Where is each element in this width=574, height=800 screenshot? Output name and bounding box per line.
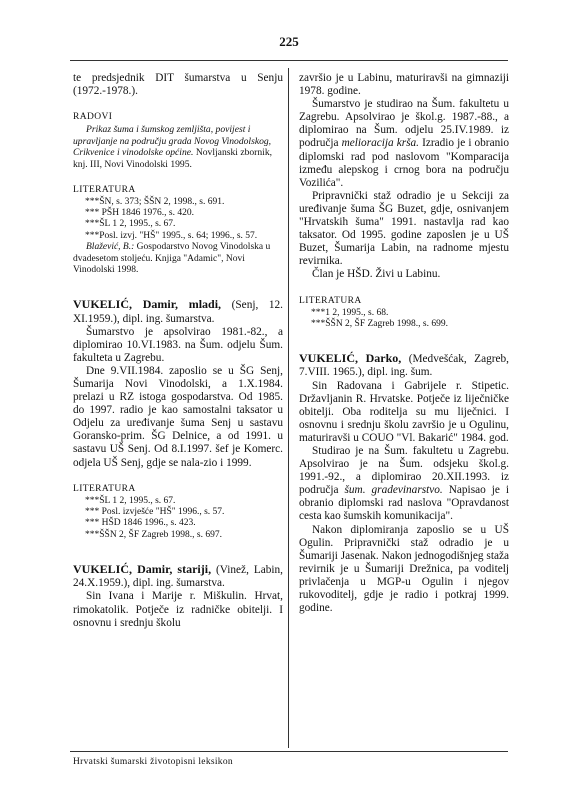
section-heading-literatura: LITERATURA [73, 184, 136, 195]
entry-paragraph: Sin Radovana i Gabrijele r. Stipetic. Državljanin R. Hrvatske. Potječe iz liječničke obitelji. Oba roditelja su mu liječnici. I osnovnu i srednju školu završio je u Ogulinu, maturiravši u COUO "Vl. Bakarić" 1984. god. [299, 379, 509, 444]
work-title: Prikaz šuma i šumskog zemljišta, povijest i upravljanje na području grada Novog Vinodolskog, Crikvenice i vinodolske općine. [73, 124, 272, 159]
entry-details: (Senj, 12. XI.1959.), dipl. ing. šumarstva. [73, 299, 283, 325]
entry-paragraph [299, 445, 509, 524]
entry-paragraph: Nakon diplomiranja zaposlio se u UŠ Ogulin. Pripravnički staž odradio je u Šumariji Jasenak. Nakon jednogodišnjeg staža revirnik je u Šumariji Drežnica, pa voditelj privlačenja u MGP-u Ogulin i njegov rukovoditelj, gdje je radio i potkraj 1999. godine. [299, 523, 509, 615]
literature-item: ***ŠŠN 2, ŠF Zagreb 1998., s. 699. [311, 318, 448, 329]
entry-paragraph: Član je HŠD. Živi u Labinu. [312, 268, 441, 281]
work-entry [73, 124, 283, 170]
entry-details: (Medvešćak, Zagreb, 7.VIII. 1965.), dipl. ing. šum. [299, 353, 509, 379]
literature-item: *** HŠD 1846 1996., s. 423. [85, 518, 196, 529]
entry-paragraph [299, 98, 509, 190]
entry-paragraph: Šumarstvo je apsolvirao 1981.-82., a diplomirao 10.VI.1983. na Šum. odjelu Šum. fakulteta u Zagrebu. [73, 325, 283, 364]
literature-item [73, 242, 283, 276]
paragraph-text: Napisao je i obranio diplomski rad naslova "Opravdanost cesta kao šumskih komunikacija". [299, 484, 509, 523]
right-column [299, 72, 509, 615]
literature-item: ***ŠL 1 2, 1995., s. 67. [85, 495, 176, 506]
work-source: Novljanski zbornik, knj. III, Novi Vinodolski 1995. [73, 147, 273, 170]
paragraph-text: Studirao je na Šum. fakultetu u Zagrebu. Apsolvirao je na Šum. odsjeku škol.g. 1991.-92., a diplomirao 20.XII.1993. iz područja [299, 444, 509, 497]
literature-author: Blažević, B.: [86, 242, 135, 253]
entry-paragraph: Dne 9.VII.1984. zaposlio se u ŠG Senj, Šumarija Novi Vinodolski, a 1.X.1984. prelazi u RZ istoga gospodarstva. Od 1985. do 1997. radio je kao samostalni taksator u Odjelu za uređivanje šuma Senj u sastavu Goransko-prim. ŠG Delnice, a od 1991. u sastavu UŠ Senj. Od 8.I.1997. šef je Komerc. odjela UŠ Senj, gdje se nala-zio i 1999. [73, 364, 283, 469]
left-column [73, 72, 283, 630]
page-footer: Hrvatski šumarski životopisni leksikon [73, 757, 233, 767]
top-rule [70, 60, 508, 61]
literature-item: *** Posl. izvješće "HŠ" 1996., s. 57. [85, 507, 225, 518]
literature-item: ***ŠN, s. 373; ŠŠN 2, 1998., s. 691. [85, 196, 225, 207]
entry-header [73, 298, 283, 325]
continued-text: te predsjednik DIT šumarstva u Senju (1972.-1978.). [73, 72, 283, 98]
literature-title: Gospodarstvo Novog Vinodolska u dvadesetom stoljeću. Knjiga "Adamic", Novi Vinodolski 1998. [73, 242, 271, 275]
section-heading-literatura: LITERATURA [299, 295, 362, 306]
entry-header [299, 352, 509, 379]
page-number: 225 [279, 34, 299, 49]
literature-item: ***ŠL 1 2, 1995., s. 67. [85, 219, 176, 230]
section-heading-literatura: LITERATURA [73, 483, 136, 494]
literature-item: ***ŠŠN 2, ŠF Zagreb 1998., s. 697. [85, 529, 222, 540]
entry-header [73, 563, 283, 590]
entry-name: VUKELIĆ, Damir, mladi, [73, 297, 222, 312]
study-field: melioracija krša. [341, 137, 420, 150]
section-heading-radovi: RADOVI [73, 112, 113, 123]
entry-paragraph: Sin Ivana i Marije r. Miškulin. Hrvat, rimokatolik. Potječe iz radničke obitelji. I osnovnu i srednju školu [73, 590, 283, 629]
entry-paragraph: Pripravnički staž odradio je u Sekciji za uređivanje šuma ŠG Buzet, gdje, osnivanjem "Hrvatskih šuma" 1991. nastavlja rad kao taksator. Od 1995. godine zaposlen je u UŠ Buzet, Šumarija Labin, na radnome mjestu revirnika. [299, 189, 509, 268]
continued-text: završio je u Labinu, maturiravši na gimnaziji 1978. godine. [299, 72, 509, 98]
study-field: šum. gradevinarstvo. [344, 484, 443, 497]
literature-item: *** PŠH 1846 1976., s. 420. [85, 207, 194, 218]
entry-name: VUKELIĆ, Damir, stariji, [73, 562, 212, 577]
paragraph-text: Šumarstvo je studirao na Šum. fakultetu u Zagrebu. Apsolvirao je škol.g. 1987.-88., a diplomirao na Šum. odjelu 25.IV.1989. iz područja [299, 98, 509, 150]
literature-item: ***1 2, 1995., s. 68. [311, 307, 389, 318]
entry-details: (Vinež, Labin, 24.X.1959.), dipl. ing. šumarstva. [73, 564, 283, 590]
paragraph-text: Izradio je i obranio diplomski rad pod naslovom "Komparacija između alepskog i crnog bora na području Vozilića". [299, 137, 510, 189]
column-divider [288, 68, 289, 748]
bottom-rule [70, 751, 508, 752]
literature-item: ***Posl. izvj. "HŠ" 1995., s. 64; 1996., s. 57. [85, 230, 258, 241]
entry-name: VUKELIĆ, Darko, [299, 351, 402, 366]
